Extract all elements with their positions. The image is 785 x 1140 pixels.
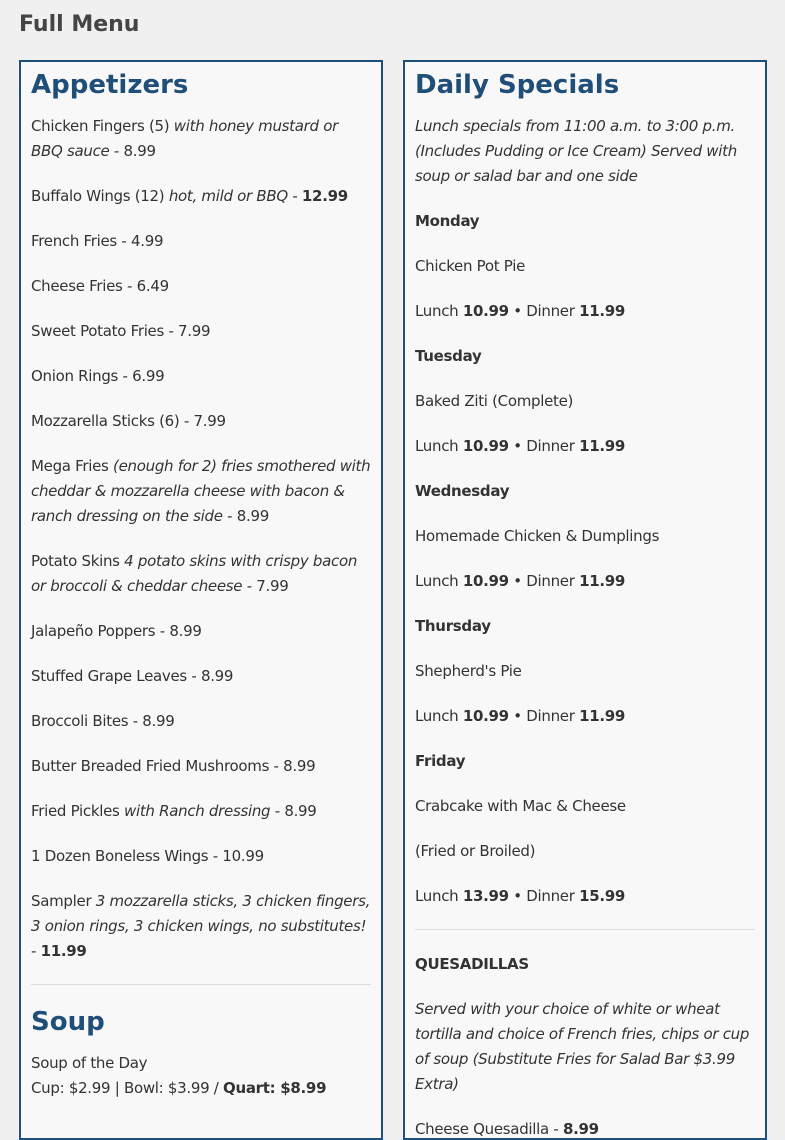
quesadillas-desc: Served with your choice of white or wheat tortilla and choice of French fries, chips or cup of soup (Substitute Fries for Salad Bar $3.99 Extra) [415,1000,750,1093]
lunch-label: Lunch [415,437,463,455]
special-day: Thursday [415,617,491,635]
special-dish: Homemade Chicken & Dumplings [415,527,660,545]
special-prices [415,569,755,594]
soup-quart-price: Quart: $8.99 [223,1079,327,1097]
lunch-label: Lunch [415,302,463,320]
menu-item-price: 7.99 [256,577,289,595]
menu-item-name: French Fries - 4.99 [31,232,164,250]
special-prices [415,704,755,729]
lunch-price: 10.99 [462,707,509,725]
lunch-price: 10.99 [462,302,509,320]
soup-heading: Soup [31,1007,105,1037]
lunch-price: 13.99 [462,887,509,905]
special-day: Friday [415,752,466,770]
menu-item-price: 8.99 [284,802,317,820]
menu-item-name: Sweet Potato Fries - 7.99 [31,322,211,340]
menu-item [31,454,371,529]
menu-item [31,184,371,209]
special-dish: Crabcake with Mac & Cheese [415,797,626,815]
menu-item [31,409,371,434]
dinner-price: 11.99 [579,707,626,725]
menu-item [31,844,371,869]
menu-item-desc: (enough for 2) fries smothered with cheddar & mozzarella cheese with bacon & ranch dressing on the side [31,457,371,525]
appetizers-heading: Appetizers [31,70,189,100]
menu-item-name: Cheese Fries - 6.49 [31,277,169,295]
menu-item-price: 8.99 [123,142,156,160]
dinner-price: 11.99 [579,437,626,455]
menu-item [31,619,371,644]
special-prices [415,434,755,459]
specials-intro: Lunch specials from 11:00 a.m. to 3:00 p.m. (Includes Pudding or Ice Cream) Served with soup or salad bar and one side [415,117,737,185]
menu-item-name: Butter Breaded Fried Mushrooms - 8.99 [31,757,316,775]
menu-item-name: Jalapeño Poppers - 8.99 [31,622,202,640]
menu-item [31,319,371,344]
lunch-price: 10.99 [462,437,509,455]
appetizers-list [31,114,371,964]
menu-item-price: 8.99 [236,507,269,525]
menu-item-sep: - [222,507,237,525]
menu-item-name: Potato Skins [31,552,120,570]
menu-item-name: Buffalo Wings (12) [31,187,165,205]
menu-item-sep: - [270,802,285,820]
lunch-label: Lunch [415,707,463,725]
menu-item [31,889,371,964]
special-day: Tuesday [415,347,482,365]
menu-item-name: Sampler [31,892,92,910]
menu-item-sep: - [242,577,257,595]
soup-item [31,1051,371,1101]
quesadilla-price: 8.99 [562,1120,599,1138]
menu-item-name: Chicken Fingers (5) [31,117,170,135]
special-prices [415,299,755,324]
dinner-label: • Dinner [508,707,580,725]
menu-item-desc: hot, mild or BBQ [168,187,288,205]
menu-item [31,274,371,299]
dinner-label: • Dinner [508,437,580,455]
special-day: Monday [415,212,480,230]
menu-item-price: 11.99 [40,942,87,960]
dinner-price: 11.99 [579,302,626,320]
soup-line1: Soup of the Day [31,1054,148,1072]
dinner-price: 15.99 [579,887,626,905]
special-dish: Baked Ziti (Complete) [415,392,574,410]
special-day: Wednesday [415,482,510,500]
quesadillas-heading: QUESADILLAS [415,955,529,973]
menu-item-price: 12.99 [301,187,348,205]
menu-item-desc: 4 potato skins with crispy bacon or broccoli & cheddar cheese [31,552,358,595]
quesadilla-name: Cheese Quesadilla - [415,1120,563,1138]
menu-item-sep: - [109,142,124,160]
lunch-price: 10.99 [462,572,509,590]
special-dish: Chicken Pot Pie [415,257,525,275]
lunch-label: Lunch [415,572,463,590]
menu-item [31,364,371,389]
lunch-label: Lunch [415,887,463,905]
menu-item-sep: - [287,187,302,205]
specials-list [415,209,755,909]
menu-item-desc: with Ranch dressing [124,802,271,820]
quesadilla-item [415,1117,755,1140]
divider [415,929,755,930]
menu-item-name: Mega Fries [31,457,109,475]
soup-prices: Cup: $2.99 | Bowl: $3.99 / [31,1079,224,1097]
dinner-label: • Dinner [508,887,580,905]
menu-item [31,754,371,779]
special-prices [415,884,755,909]
special-note: (Fried or Broiled) [415,842,536,860]
menu-item [31,709,371,734]
special-dish: Shepherd's Pie [415,662,522,680]
dinner-label: • Dinner [508,572,580,590]
menu-item-desc: with honey mustard or BBQ sauce [31,117,338,160]
menu-item [31,229,371,254]
page-title: Full Menu [19,12,140,37]
menu-item-sep: - [31,942,41,960]
menu-item-name: Fried Pickles [31,802,120,820]
specials-heading: Daily Specials [415,70,620,100]
menu-item [31,664,371,689]
menu-item-name: Broccoli Bites - 8.99 [31,712,175,730]
menu-item-desc: 3 mozzarella sticks, 3 chicken fingers, 3 onion rings, 3 chicken wings, no substitutes! [31,892,371,935]
menu-item [31,799,371,824]
menu-item-name: Mozzarella Sticks (6) - 7.99 [31,412,226,430]
dinner-label: • Dinner [508,302,580,320]
appetizers-column [19,60,383,1140]
dinner-price: 11.99 [579,572,626,590]
menu-item [31,549,371,599]
menu-item-name: Onion Rings - 6.99 [31,367,165,385]
menu-item-name: 1 Dozen Boneless Wings - 10.99 [31,847,264,865]
divider [31,984,371,985]
specials-column [403,60,767,1140]
menu-item-name: Stuffed Grape Leaves - 8.99 [31,667,234,685]
menu-item [31,114,371,164]
